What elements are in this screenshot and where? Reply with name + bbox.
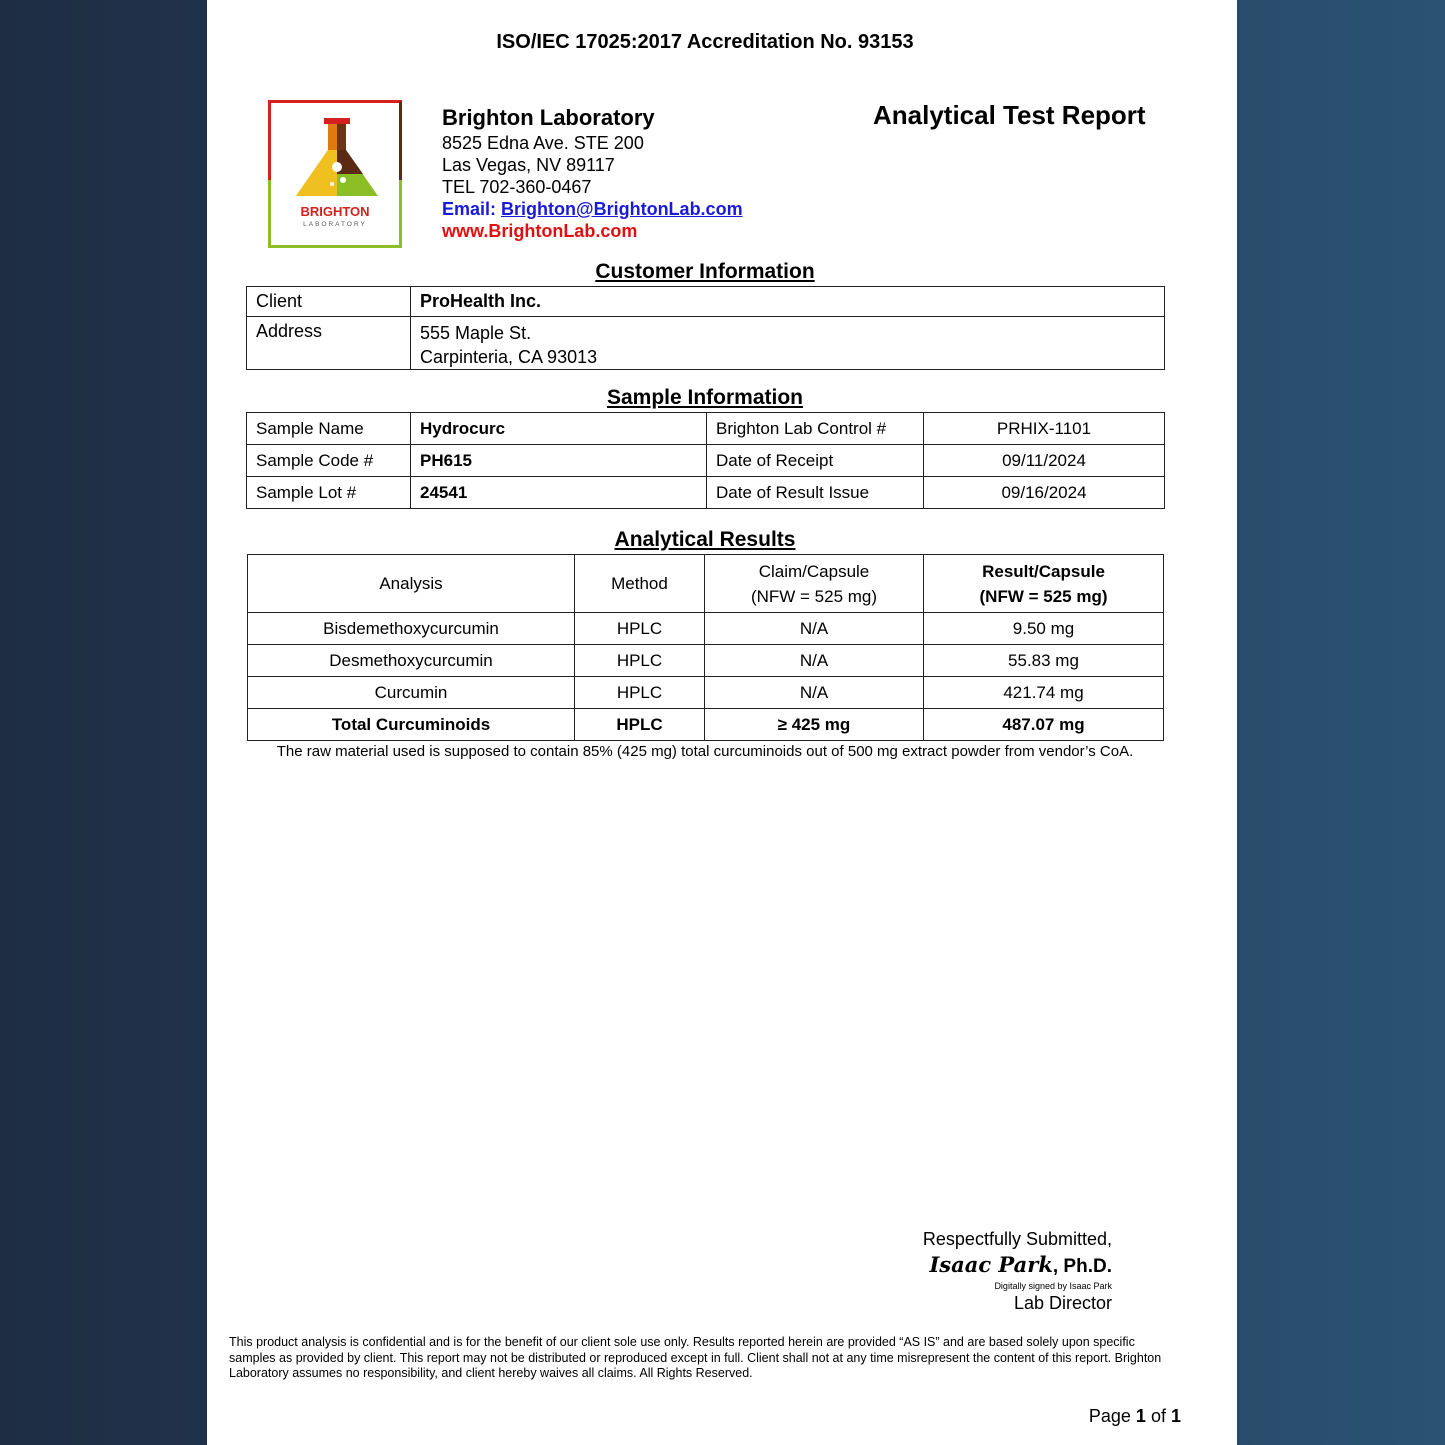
receipt-date-label: Date of Receipt [707,445,924,477]
lab-contact-block [442,104,743,242]
customer-section-title: Customer Information [595,260,815,283]
lab-phone: TEL 702-360-0467 [442,177,592,197]
header-claim-line-1: Claim/Capsule [758,561,870,581]
page-word: Page [1088,1406,1131,1426]
table-row [247,445,1165,477]
method-cell: HPLC [575,645,705,677]
page-number [1089,1406,1181,1427]
address-line-1: 555 Maple St. [420,323,532,343]
total-result-cell: 487.07 mg [924,709,1164,741]
control-number-label: Brighton Lab Control # [707,413,924,445]
table-row [247,413,1165,445]
results-section-title: Analytical Results [614,528,796,551]
brighton-logo [268,100,402,248]
analysis-cell: Bisdemethoxycurcumin [248,613,575,645]
email-label: Email: [442,199,497,219]
header-claim-line-2: (NFW = 525 mg) [750,586,878,606]
signature-suffix: , Ph.D. [1052,1256,1112,1277]
total-claim-cell: ≥ 425 mg [705,709,924,741]
claim-cell: N/A [705,645,924,677]
client-label: Client [247,287,411,317]
logo-subtext: LABORATORY [303,221,367,228]
header-analysis: Analysis [248,555,575,613]
client-value: ProHealth Inc. [411,287,1165,317]
header-claim [705,555,924,613]
logo-text: BRIGHTON [300,204,370,219]
result-issue-date-value: 09/16/2024 [924,477,1165,509]
header-result [924,555,1164,613]
results-table [247,554,1164,741]
lab-name: Brighton Laboratory [442,105,655,130]
result-cell: 55.83 mg [924,645,1164,677]
result-cell: 421.74 mg [924,677,1164,709]
report-title: Analytical Test Report [873,100,1146,130]
method-cell: HPLC [575,677,705,709]
table-row [247,287,1165,317]
method-cell: HPLC [575,613,705,645]
sample-table [246,412,1165,509]
sample-code-label: Sample Code # [247,445,411,477]
email-link[interactable]: Brighton@BrightonLab.com [501,199,743,219]
analysis-cell: Curcumin [248,677,575,709]
lab-website[interactable]: www.BrightonLab.com [442,221,638,241]
claim-cell: N/A [705,677,924,709]
page-current: 1 [1135,1406,1146,1426]
total-analysis-cell: Total Curcuminoids [248,709,575,741]
sample-name-value: Hydrocurc [411,413,707,445]
table-row [247,477,1165,509]
total-row [248,709,1164,741]
analysis-cell: Desmethoxycurcumin [248,645,575,677]
digital-signature-note: Digitally signed by Isaac Park [994,1281,1112,1291]
address-label: Address [247,317,411,370]
accreditation-line: ISO/IEC 17025:2017 Accreditation No. 93153 [496,31,914,53]
address-line-2: Carpinteria, CA 93013 [420,347,598,367]
page-total: 1 [1170,1406,1181,1426]
signature-line [923,1254,1112,1278]
customer-table [246,286,1165,370]
result-issue-date-label: Date of Result Issue [707,477,924,509]
lab-address-2: Las Vegas, NV 89117 [442,155,615,175]
table-row [247,317,1165,370]
lab-email-row [442,198,743,220]
results-header-row [248,555,1164,613]
receipt-date-value: 09/11/2024 [924,445,1165,477]
header-method: Method [575,555,705,613]
sample-name-label: Sample Name [247,413,411,445]
handwritten-signature: Isaac Park [929,1252,1053,1277]
sample-section-title: Sample Information [606,386,804,409]
signer-title: Lab Director [1013,1293,1112,1313]
result-cell: 9.50 mg [924,613,1164,645]
total-method-cell: HPLC [575,709,705,741]
address-value [411,317,1165,370]
report-page [207,0,1237,1445]
header-result-line-2: (NFW = 525 mg) [979,586,1108,606]
page-of: of [1150,1406,1166,1426]
header-result-line-1: Result/Capsule [982,561,1105,581]
table-row [248,645,1164,677]
table-row [248,677,1164,709]
control-number-value: PRHIX-1101 [924,413,1165,445]
submitted-text: Respectfully Submitted, [922,1229,1112,1249]
claim-cell: N/A [705,613,924,645]
lab-address-1: 8525 Edna Ave. STE 200 [442,133,644,153]
sample-lot-label: Sample Lot # [247,477,411,509]
results-note: The raw material used is supposed to contain 85% (425 mg) total curcuminoids out of 500 mg extract powder from vendor’s CoA. [276,743,1134,760]
sample-code-value: PH615 [411,445,707,477]
disclaimer: This product analysis is confidential and is for the benefit of our client sole use only. Results reported herein are provided “AS IS” and are based solely upon specific samples as provided by client. This report may not be distributed or reproduced except in full. Client shall not at any time misrepresent the content of this report. Brighton Laboratory assumes no responsibility, and client hereby waives all claims. All Rights Reserved. [229,1335,1162,1380]
table-row [248,613,1164,645]
signature-block [923,1228,1112,1314]
sample-lot-value: 24541 [411,477,707,509]
